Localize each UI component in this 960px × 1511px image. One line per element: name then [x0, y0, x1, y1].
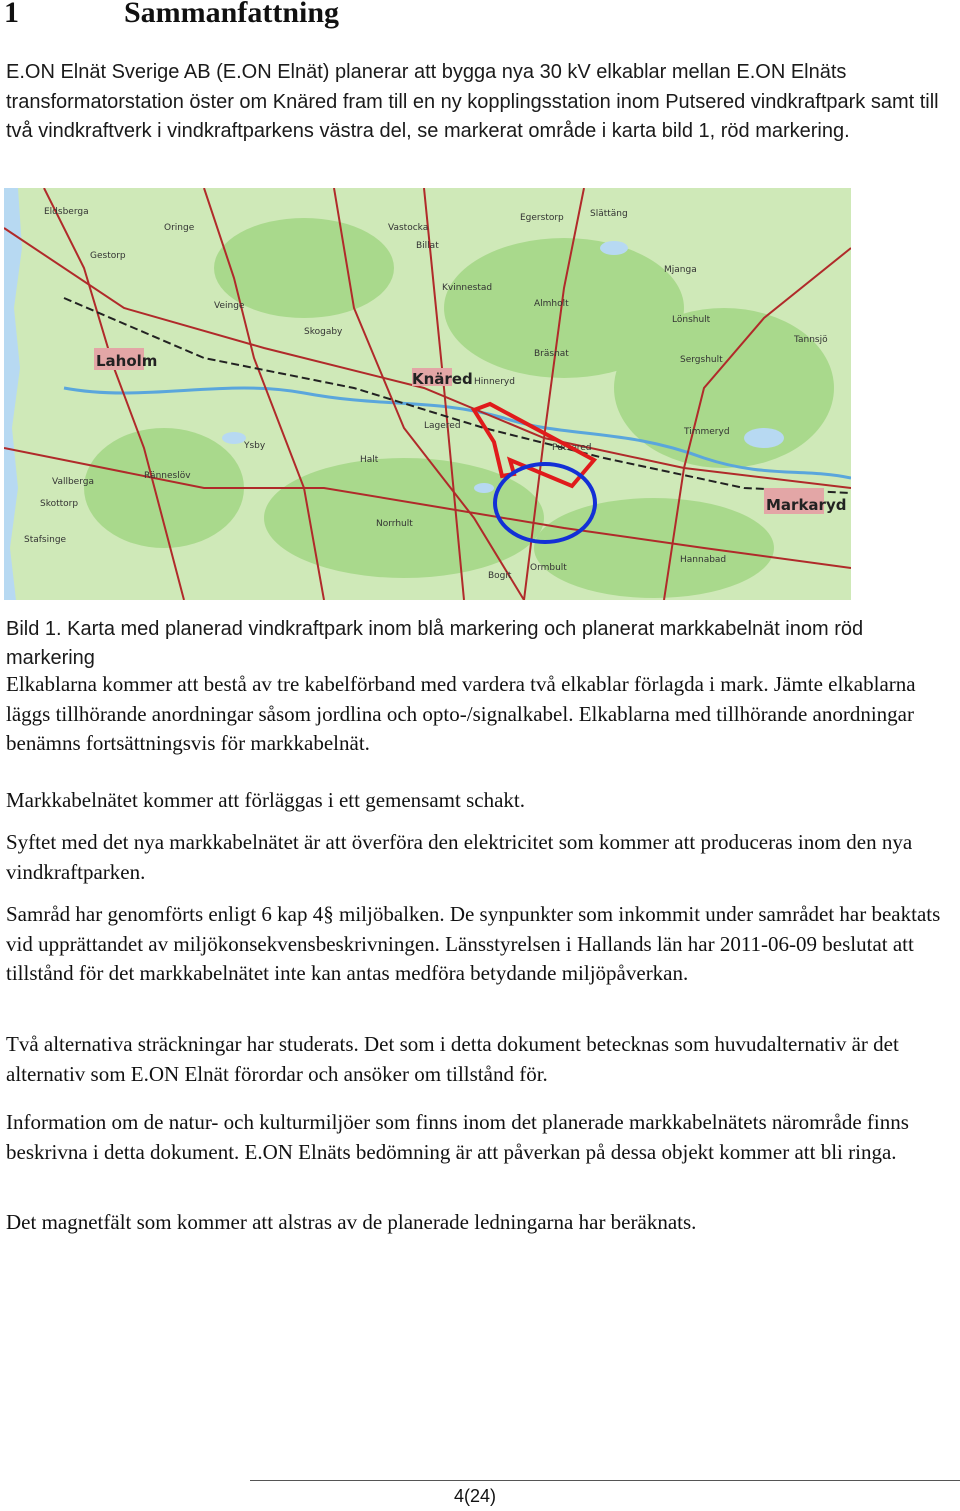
intro-paragraph: E.ON Elnät Sverige AB (E.ON Elnät) planerar att bygga nya 30 kV elkablar mellan E.ON Elnäts transformatorstation öster om Knäred fram till en ny kopplingsstation inom Putsered vindkraftpark samt till två vindkraftverk i vindkraftparkens västra del, se markerat område i karta bild 1, röd markering.	[6, 61, 939, 142]
svg-text:Ränneslöv: Ränneslöv	[144, 471, 191, 481]
svg-text:Gestorp: Gestorp	[90, 251, 126, 261]
page-number: 4(24)	[454, 1486, 497, 1506]
svg-text:Timmeryd: Timmeryd	[684, 427, 730, 437]
svg-text:Markaryd: Markaryd	[766, 496, 847, 514]
svg-text:Bogit: Bogit	[488, 571, 512, 581]
svg-text:Hinneryd: Hinneryd	[474, 377, 515, 387]
caption-label: Bild 1.	[6, 618, 62, 640]
paragraph-magnetic-field: Det magnetfält som kommer att alstras av de planerade ledningarna har beräknats.	[6, 1210, 697, 1234]
svg-text:Eldsberga: Eldsberga	[44, 207, 89, 217]
svg-text:Almholt: Almholt	[534, 299, 569, 309]
footer-divider	[250, 1480, 960, 1481]
section-heading	[4, 0, 339, 30]
section-title: Sammanfattning	[124, 0, 340, 29]
svg-text:Billat: Billat	[416, 241, 439, 251]
paragraph-trench: Markkabelnätet kommer att förläggas i ett gemensamt schakt.	[6, 788, 525, 812]
svg-text:Ysby: Ysby	[244, 441, 266, 451]
section-number: 1	[4, 0, 19, 29]
map-svg	[4, 188, 851, 600]
svg-text:Lönshult: Lönshult	[672, 315, 711, 325]
svg-text:Laholm: Laholm	[96, 352, 158, 370]
svg-text:Putsered: Putsered	[552, 443, 592, 453]
caption-text: Karta med planerad vindkraftpark inom blå markering och planerat markkabelnät inom röd markering	[6, 618, 864, 669]
svg-text:Norrhult: Norrhult	[376, 519, 413, 529]
svg-text:Egerstorp: Egerstorp	[520, 213, 564, 223]
svg-text:Tannsjö: Tannsjö	[794, 335, 828, 345]
svg-text:Skogaby: Skogaby	[304, 327, 343, 337]
paragraph-purpose: Syftet med det nya markkabelnätet är att överföra den elektricitet som kommer att produceras inom den nya vindkraftparken.	[6, 830, 913, 884]
svg-text:Sergshult: Sergshult	[680, 355, 723, 365]
svg-text:Skottorp: Skottorp	[40, 499, 79, 509]
svg-text:Hannabad: Hannabad	[680, 555, 727, 565]
figure-caption	[6, 615, 951, 673]
svg-text:Bräsnat: Bräsnat	[534, 349, 569, 359]
paragraph-environment: Information om de natur- och kulturmiljöer som finns inom det planerade markkabelnätets närområde finns beskrivna i detta dokument. E.ON Elnäts bedömning är att påverkan på dessa objekt kommer att bli ringa.	[6, 1110, 909, 1164]
svg-text:Stafsinge: Stafsinge	[24, 535, 67, 545]
svg-text:Veinge: Veinge	[214, 301, 245, 311]
svg-text:Halt: Halt	[360, 455, 379, 465]
svg-text:Vastocka: Vastocka	[388, 223, 429, 233]
paragraph-consultation: Samråd har genomförts enligt 6 kap 4§ miljöbalken. De synpunkter som inkommit under samrådet har beaktats vid upprättandet av miljökonsekvensbeskrivningen. Länsstyrelsen i Hallands län har 2011-06-09 beslutat att tillstånd för det markkabelnätet inte kan antas medföra betydande miljöpåverkan.	[6, 902, 941, 985]
svg-text:Slättäng: Slättäng	[590, 209, 628, 219]
map-image	[4, 188, 851, 600]
svg-text:Lagered: Lagered	[424, 421, 461, 431]
svg-text:Oringe: Oringe	[164, 223, 195, 233]
paragraph-alternatives: Två alternativa sträckningar har studerats. Det som i detta dokument betecknas som huvudalternativ är det alternativ som E.ON Elnät förordar och ansöker om tillstånd för.	[6, 1032, 899, 1086]
svg-text:Knäred: Knäred	[412, 370, 473, 388]
svg-text:Vallberga: Vallberga	[52, 477, 94, 487]
paragraph-cables: Elkablarna kommer att bestå av tre kabelförband med vardera två elkablar förlagda i mark. Jämte elkablarna läggs tillhörande anordningar såsom jordlina och opto-/signalkabel. Elkablarna med tillhörande anordningar benämns fortsättningsvis för markkabelnät.	[6, 672, 916, 755]
svg-text:Mjanga: Mjanga	[664, 265, 697, 275]
svg-text:Ormbult: Ormbult	[530, 563, 567, 573]
svg-text:Kvinnestad: Kvinnestad	[442, 283, 493, 293]
